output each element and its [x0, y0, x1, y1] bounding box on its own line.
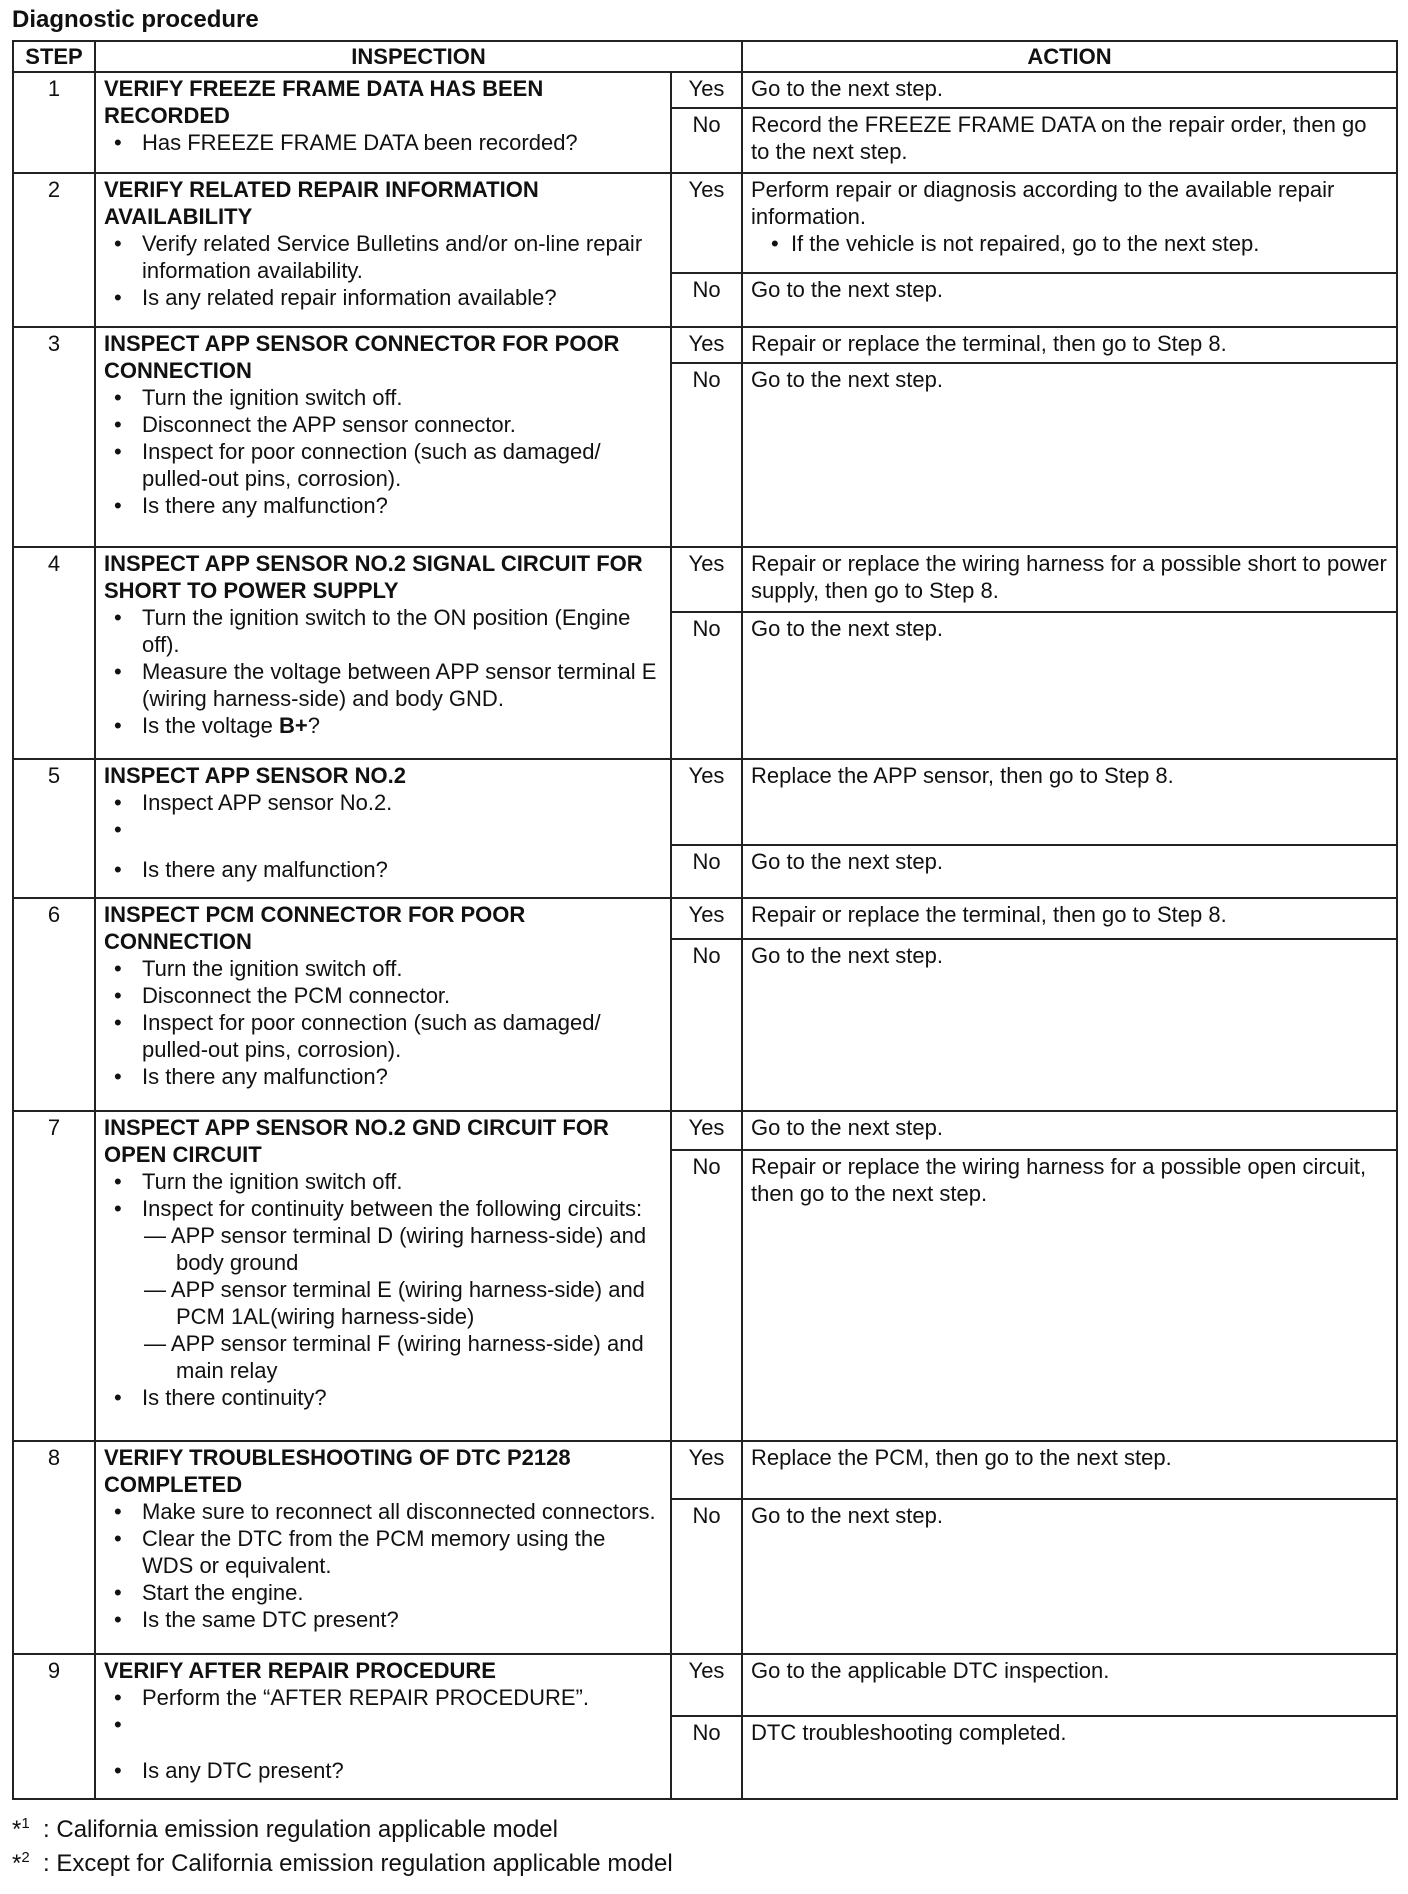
- step-number: 1: [13, 72, 95, 173]
- yes-action-bullet: • If the vehicle is not repaired, go to the next step.: [771, 231, 1260, 257]
- yes-action: Replace the PCM, then go to the next step.: [742, 1441, 1397, 1499]
- yes-action: Repair or replace the terminal, then go to Step 8.: [742, 898, 1397, 939]
- footnote-number: 1: [21, 1815, 30, 1832]
- inspection-item: • Start the engine.: [142, 1579, 662, 1606]
- no-label: No: [671, 363, 742, 546]
- no-action: DTC troubleshooting completed.: [742, 1716, 1397, 1799]
- inspection-title: INSPECT APP SENSOR CONNECTOR FOR POOR CONNECTION: [104, 331, 620, 384]
- inspection-title: INSPECT APP SENSOR NO.2 SIGNAL CIRCUIT FOR SHORT TO POWER SUPPLY: [104, 550, 643, 603]
- inspection-item: • Disconnect the APP sensor connector.: [142, 411, 662, 438]
- yes-label: Yes: [671, 1654, 742, 1716]
- inspection-item: • Inspect for poor connection (such as damaged/ pulled-out pins, corrosion).: [142, 1009, 662, 1063]
- inspection-subitem: — APP sensor terminal F (wiring harness-side) and main relay: [144, 1330, 644, 1383]
- inspection-item-suffix: ?: [307, 712, 320, 738]
- footnotes: [12, 1810, 673, 1878]
- no-action: Go to the next step.: [742, 612, 1397, 759]
- inspection-item: • Is there any malfunction?: [142, 492, 662, 519]
- inspection-item-text: Inspect for continuity between the following circuits:: [142, 1195, 643, 1221]
- inspection-cell: [95, 759, 671, 898]
- footnote-text: : Except for California emission regulation applicable model: [43, 1850, 673, 1877]
- inspection-item: • Is there any malfunction?: [142, 856, 662, 883]
- no-label: No: [671, 273, 742, 328]
- inspection-title: INSPECT APP SENSOR NO.2: [104, 763, 406, 789]
- yes-action: Go to the next step.: [742, 72, 1397, 108]
- inspection-title: VERIFY RELATED REPAIR INFORMATION AVAILABILITY: [104, 177, 539, 230]
- diagnostic-procedure-table: [12, 40, 1398, 1800]
- inspection-subitem: — APP sensor terminal E (wiring harness-side) and PCM 1AL(wiring harness-side): [144, 1276, 645, 1329]
- step-number: 9: [13, 1654, 95, 1799]
- yes-action: Repair or replace the terminal, then go to Step 8.: [742, 327, 1397, 363]
- inspection-cell: [95, 327, 671, 546]
- step-number: 4: [13, 547, 95, 760]
- spacer: [142, 1711, 662, 1757]
- inspection-item: [142, 1195, 662, 1384]
- yes-label: Yes: [671, 72, 742, 108]
- yes-action-bullet-text: If the vehicle is not repaired, go to the next step.: [790, 231, 1260, 257]
- no-label: No: [671, 939, 742, 1111]
- yes-label: Yes: [671, 1441, 742, 1499]
- yes-action: Replace the APP sensor, then go to Step 8.: [742, 759, 1397, 844]
- no-label: No: [671, 1499, 742, 1654]
- header-action: ACTION: [742, 41, 1397, 72]
- inspection-item: • Disconnect the PCM connector.: [142, 982, 662, 1009]
- inspection-item: • Make sure to reconnect all disconnected connectors.: [142, 1498, 662, 1525]
- inspection-title: VERIFY AFTER REPAIR PROCEDURE: [104, 1657, 496, 1683]
- yes-label: Yes: [671, 898, 742, 939]
- header-step: STEP: [13, 41, 95, 72]
- step-number: 3: [13, 327, 95, 546]
- footnote: [12, 1810, 673, 1844]
- spacer: [142, 816, 662, 856]
- no-action: Go to the next step.: [742, 273, 1397, 328]
- footnote-mark: *: [12, 1816, 22, 1843]
- step-number: 5: [13, 759, 95, 898]
- footnote: [12, 1844, 673, 1878]
- voltage-bplus: B+: [278, 712, 308, 738]
- no-label: No: [671, 1150, 742, 1441]
- no-label: No: [671, 845, 742, 898]
- inspection-item: • Is there continuity?: [142, 1384, 662, 1411]
- inspection-cell: [95, 1111, 671, 1442]
- no-label: No: [671, 108, 742, 173]
- no-action: Go to the next step.: [742, 1499, 1397, 1654]
- yes-action: Go to the applicable DTC inspection.: [742, 1654, 1397, 1716]
- inspection-cell: [95, 1654, 671, 1799]
- inspection-cell: [95, 898, 671, 1111]
- yes-label: Yes: [671, 173, 742, 272]
- footnote-mark: *: [12, 1850, 22, 1877]
- inspection-subitem: — APP sensor terminal D (wiring harness-side) and body ground: [144, 1222, 647, 1275]
- inspection-item: • Turn the ignition switch to the ON position (Engine off).: [142, 604, 662, 658]
- inspection-title: VERIFY FREEZE FRAME DATA HAS BEEN RECORDED: [104, 76, 544, 128]
- inspection-item: • Perform the “AFTER REPAIR PROCEDURE”.: [142, 1684, 662, 1711]
- inspection-item: • Measure the voltage between APP sensor terminal E (wiring harness-side) and body GND.: [142, 658, 662, 712]
- inspection-cell: [95, 1441, 671, 1654]
- step-number: 6: [13, 898, 95, 1111]
- inspection-item-text: Is the voltage: [142, 712, 279, 738]
- yes-label: Yes: [671, 1111, 742, 1150]
- inspection-item: • Turn the ignition switch off.: [142, 1168, 662, 1195]
- inspection-cell: [95, 72, 671, 173]
- step-number: 8: [13, 1441, 95, 1654]
- yes-action: Perform repair or diagnosis according to the available repair information.: [751, 177, 1335, 230]
- inspection-item: [142, 712, 662, 739]
- no-action: Go to the next step.: [742, 845, 1397, 898]
- footnote-text: : California emission regulation applicable model: [43, 1816, 558, 1843]
- step-number: 7: [13, 1111, 95, 1442]
- inspection-title: INSPECT PCM CONNECTOR FOR POOR CONNECTION: [104, 901, 526, 954]
- inspection-item: • Is the same DTC present?: [142, 1606, 662, 1633]
- inspection-item: • Turn the ignition switch off.: [142, 384, 662, 411]
- yes-label: Yes: [671, 327, 742, 363]
- inspection-cell: [95, 173, 671, 327]
- inspection-item: • Inspect APP sensor No.2.: [142, 789, 662, 816]
- yes-action-cell: [742, 173, 1397, 272]
- inspection-item: • Turn the ignition switch off.: [142, 955, 662, 982]
- no-action: Record the FREEZE FRAME DATA on the repair order, then go to the next step.: [742, 108, 1397, 173]
- no-label: No: [671, 1716, 742, 1799]
- step-number: 2: [13, 173, 95, 327]
- inspection-item: • Is there any malfunction?: [142, 1063, 662, 1090]
- inspection-title: INSPECT APP SENSOR NO.2 GND CIRCUIT FOR OPEN CIRCUIT: [104, 1114, 609, 1167]
- inspection-cell: [95, 547, 671, 760]
- header-inspection: INSPECTION: [95, 41, 742, 72]
- no-action: Repair or replace the wiring harness for a possible open circuit, then go to the next step.: [742, 1150, 1397, 1441]
- inspection-item: • Clear the DTC from the PCM memory using the WDS or equivalent.: [142, 1525, 662, 1579]
- no-label: No: [671, 612, 742, 759]
- yes-label: Yes: [671, 547, 742, 613]
- inspection-item: • Inspect for poor connection (such as damaged/ pulled-out pins, corrosion).: [142, 438, 662, 492]
- page-title: Diagnostic procedure: [12, 6, 259, 33]
- no-action: Go to the next step.: [742, 939, 1397, 1111]
- yes-action: Repair or replace the wiring harness for a possible short to power supply, then go to Step 8.: [742, 547, 1397, 613]
- inspection-title: VERIFY TROUBLESHOOTING OF DTC P2128 COMPLETED: [104, 1445, 571, 1498]
- inspection-item: • Is any DTC present?: [142, 1757, 662, 1784]
- yes-label: Yes: [671, 759, 742, 844]
- footnote-number: 2: [21, 1849, 30, 1866]
- inspection-item: • Has FREEZE FRAME DATA been recorded?: [142, 129, 662, 156]
- no-action: Go to the next step.: [742, 363, 1397, 546]
- inspection-item: • Verify related Service Bulletins and/or on-line repair information availability.: [142, 230, 662, 284]
- inspection-item: • Is any related repair information available?: [142, 284, 662, 311]
- yes-action: Go to the next step.: [742, 1111, 1397, 1150]
